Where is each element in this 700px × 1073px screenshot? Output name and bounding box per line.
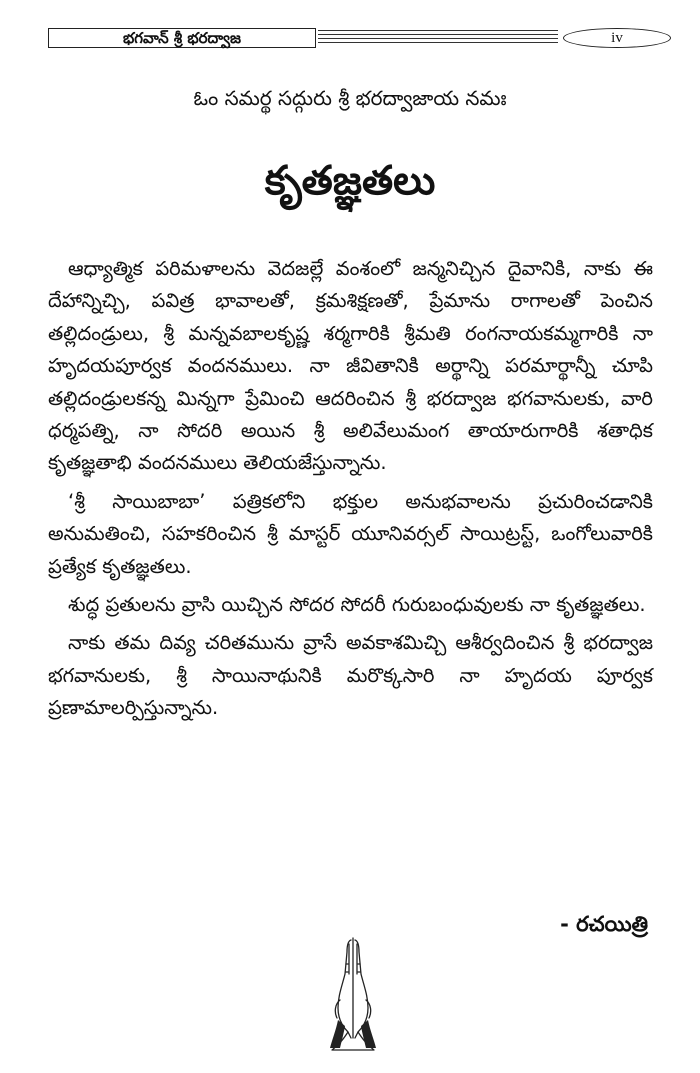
paragraph-2: ‘శ్రీ సాయిబాబా’ పత్రికలోని భక్తుల అనుభవాలను ప్రచురించడానికి అనుమతించి, సహకరించిన శ్రీ మాస్టర్ యూనివర్సల్ సాయిట్రస్ట్, ఒంగోలువారికి ప్రత్యేక కృతజ్ఞతలు. [48,489,653,578]
page-number: iv [563,28,671,48]
header-rules [318,30,558,46]
page-header [48,28,653,50]
page-heading: కృతజ్ఞతలు [264,158,436,204]
paragraph-3: శుద్ధ ప్రతులను వ్రాసి యిచ్చిన సోదర సోదరీ గురుబంధువులకు నా కృతజ్ఞతలు. [68,593,646,617]
author-signature: - రచయిత్రి [560,912,648,936]
paragraph-1: ఆధ్యాత్మిక పరిమళాలను వెదజల్లే వంశంలో జన్మనిచ్చిన దైవానికి, నాకు ఈ దేహాన్నిచ్చి, పవిత్ర భావాలతో, క్రమశిక్షణతో, ప్రేమాను రాగాలతో పెంచిన తల్లిదండ్రులు, శ్రీ మన్నవబాలకృష్ణ శర్మగారికి శ్రీమతి రంగనాయకమ్మగారికి నా హృదయపూర్వక వందనములు. నా జీవితానికి అర్థాన్ని పరమార్థాన్నీ చూపి తల్లిదండ్రులకన్న మిన్నగా ప్రేమించి ఆదరించిన శ్రీ భరద్వాజ భగవానులకు, వారి ధర్మపత్ని, నా సోదరి అయిన శ్రీ అలివేలుమంగ తాయారుగారికి శతాధిక కృతజ్ఞతాభి వందనములు తెలియజేస్తున్నాను. [48,257,653,475]
paragraph-4: నాకు తమ దివ్య చరితమును వ్రాసే అవకాశమిచ్చి ఆశీర్వదించిన శ్రీ భరద్వాజ భగవానులకు, శ్రీ సాయినాథునికి మరొక్కసారి నా హృదయ పూర్వక ప్రణామాలర్పిస్తున్నాను. [48,631,653,720]
acknowledgement-body [48,253,653,731]
folded-hands-icon [318,934,388,1054]
running-title: భగవాన్ శ్రీ భరద్వాజ [48,28,316,48]
invocation-line: ఓం సమర్థ సద్గురు శ్రీ భరద్వాజాయ నమః [193,86,507,110]
